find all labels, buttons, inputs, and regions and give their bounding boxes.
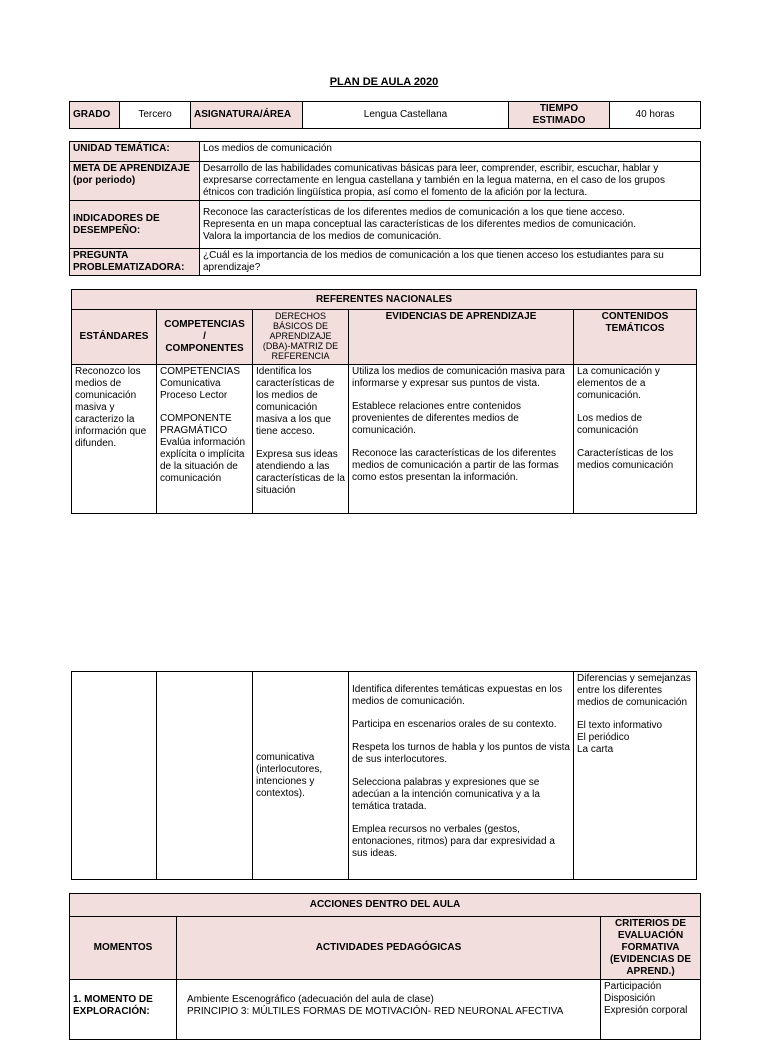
evidencia-item: Emplea recursos no verbales (gestos, entonaciones, ritmos) para dar expresividad a sus ideas.: [352, 824, 555, 859]
dba-text-2: Expresa sus ideas atendiendo a las características de la situación: [256, 449, 345, 496]
info-table: [69, 141, 701, 276]
col-momentos: MOMENTOS: [70, 917, 177, 980]
dba-text-1: Identifica los características de los medios de comunicación masiva a los que tiene acceso.: [256, 366, 335, 437]
grado-label: GRADO: [70, 102, 120, 129]
col-criterios: CRITERIOS DE EVALUACIÓN FORMATIVA (EVIDENCIAS DE APREND.): [601, 917, 701, 980]
indicador-item: Valora la importancia de los medios de comunicación.: [203, 230, 442, 242]
col-competencias-line-3: COMPONENTES: [165, 343, 244, 354]
criterio-item: Expresión corporal: [604, 1005, 688, 1016]
col-dba: DERECHOS BÁSICOS DE APRENDIZAJE (DBA)-MATRIZ DE REFERENCIA: [253, 310, 349, 365]
dba-cell: [253, 365, 349, 514]
acciones-table: [69, 893, 701, 1040]
col-contenidos: CONTENIDOS TEMÁTICOS: [574, 310, 697, 365]
tiempo-label: [509, 102, 610, 129]
criterio-item: Participación: [604, 981, 662, 992]
competencias-text-1: COMPETENCIAS Comunicativa Proceso Lector: [160, 366, 241, 401]
contenido-item: El periódico: [577, 732, 630, 743]
contenido-item: Características de los medios comunicación: [577, 448, 674, 471]
evidencia-item: Participa en escenarios orales de su contexto.: [352, 719, 557, 730]
criterios-cell: [601, 980, 701, 1040]
col-estandares: ESTÁNDARES: [72, 310, 157, 365]
contenido-item: La carta: [577, 744, 614, 755]
tiempo-label-line-2: ESTIMADO: [532, 115, 586, 126]
unidad-label: UNIDAD TEMÁTICA:: [70, 142, 200, 162]
contenido-item: Diferencias y semejanzas entre los diferentes medios de comunicación: [577, 673, 691, 708]
col-competencias-line-2: /: [203, 331, 206, 342]
indicador-item: Reconoce las características de los diferentes medios de comunicación a los que tiene acceso.: [203, 206, 625, 218]
competencias-cell: [157, 365, 253, 514]
contenidos-cont-cell: [574, 672, 697, 880]
col-competencias: [157, 310, 253, 365]
tiempo-value: 40 horas: [610, 102, 701, 129]
evidencia-item: Selecciona palabras y expresiones que se adecúan a la intención comunicativa y a la temática tratada.: [352, 777, 540, 812]
col-competencias-line-1: COMPETENCIAS: [164, 319, 245, 330]
meta-label: META DE APRENDIZAJE (por periodo): [70, 162, 200, 201]
acciones-title: ACCIONES DENTRO DEL AULA: [70, 894, 701, 917]
page-title: PLAN DE AULA 2020: [329, 76, 439, 88]
contenido-item: La comunicación y elementos de a comunicación.: [577, 366, 660, 401]
competencias-text-2: COMPONENTE PRAGMÁTICO Evalúa información explícita o implícita de la situación de comunicación: [160, 413, 246, 484]
tiempo-label-line-1: TIEMPO: [539, 103, 579, 114]
momento-exploracion: 1. MOMENTO DE EXPLORACIÓN:: [70, 980, 177, 1040]
evidencia-item: Establece relaciones entre contenidos provenientes de diferentes medios de comunicación.: [352, 401, 521, 436]
evidencias-cell: [349, 365, 574, 514]
contenido-item: Los medios de comunicación: [577, 413, 643, 436]
continuation-table: [71, 671, 697, 880]
actividades-cell: [177, 980, 601, 1040]
asignatura-value: Lengua Castellana: [303, 102, 509, 129]
estandar-cell: Reconozco los medios de comunicación masiva y caracterizo la información que difunden.: [72, 365, 157, 514]
unidad-value: Los medios de comunicación: [200, 142, 701, 162]
referentes-title: REFERENTES NACIONALES: [72, 290, 697, 310]
asignatura-label: ASIGNATURA/ÁREA: [191, 102, 303, 129]
empty-estandar-cell: [72, 672, 157, 880]
col-actividades: ACTIVIDADES PEDAGÓGICAS: [177, 917, 601, 980]
dba-cont-cell: comunicativa (interlocutores, intenciones y contextos).: [253, 672, 349, 880]
indicador-item: Representa en un mapa conceptual las características de los diferentes medios de comunicación.: [203, 218, 637, 230]
evidencia-item: Utiliza los medios de comunicación masiva para informarse y expresar sus puntos de vista.: [352, 366, 565, 389]
grado-value: Tercero: [120, 102, 191, 129]
evidencia-item: Reconoce las características de los diferentes medios de comunicación a partir de las formas como estos presentan la información.: [352, 448, 559, 483]
pregunta-label: PREGUNTA PROBLEMATIZADORA:: [70, 249, 200, 276]
contenidos-cell: [574, 365, 697, 514]
meta-value: Desarrollo de las habilidades comunicativas básicas para leer, comprender, escribir, escuchar, hablar y expresarse correctamente en lengua castellana y también en la legua materna, en el caso de los grupos étnicos con tradición lingüística propia, así como el fomento de la afición por la lectura.: [200, 162, 701, 201]
indicadores-label: INDICADORES DE DESEMPEÑO:: [70, 201, 200, 249]
actividad-item: PRINCIPIO 3: MÚLTILES FORMAS DE MOTIVACIÓN- RED NEURONAL AFECTIVA: [187, 1006, 564, 1017]
col-evidencias: EVIDENCIAS DE APRENDIZAJE: [349, 310, 574, 365]
actividad-item: Ambiente Escenográfico (adecuación del aula de clase): [187, 994, 434, 1005]
header-table: [69, 101, 701, 129]
contenido-item: El texto informativo: [577, 720, 663, 731]
referentes-table: [71, 289, 697, 514]
pregunta-value: ¿Cuál es la importancia de los medios de comunicación a los que tienen acceso los estudiantes para su aprendizaje?: [200, 249, 701, 276]
evidencia-item: Respeta los turnos de habla y los puntos de vista de sus interlocutores.: [352, 742, 570, 765]
evidencia-item: Identifica diferentes temáticas expuestas en los medios de comunicación.: [352, 684, 563, 707]
empty-competencias-cell: [157, 672, 253, 880]
indicadores-values: [200, 201, 701, 249]
criterio-item: Disposición: [604, 993, 656, 1004]
evidencias-cont-cell: [349, 672, 574, 880]
